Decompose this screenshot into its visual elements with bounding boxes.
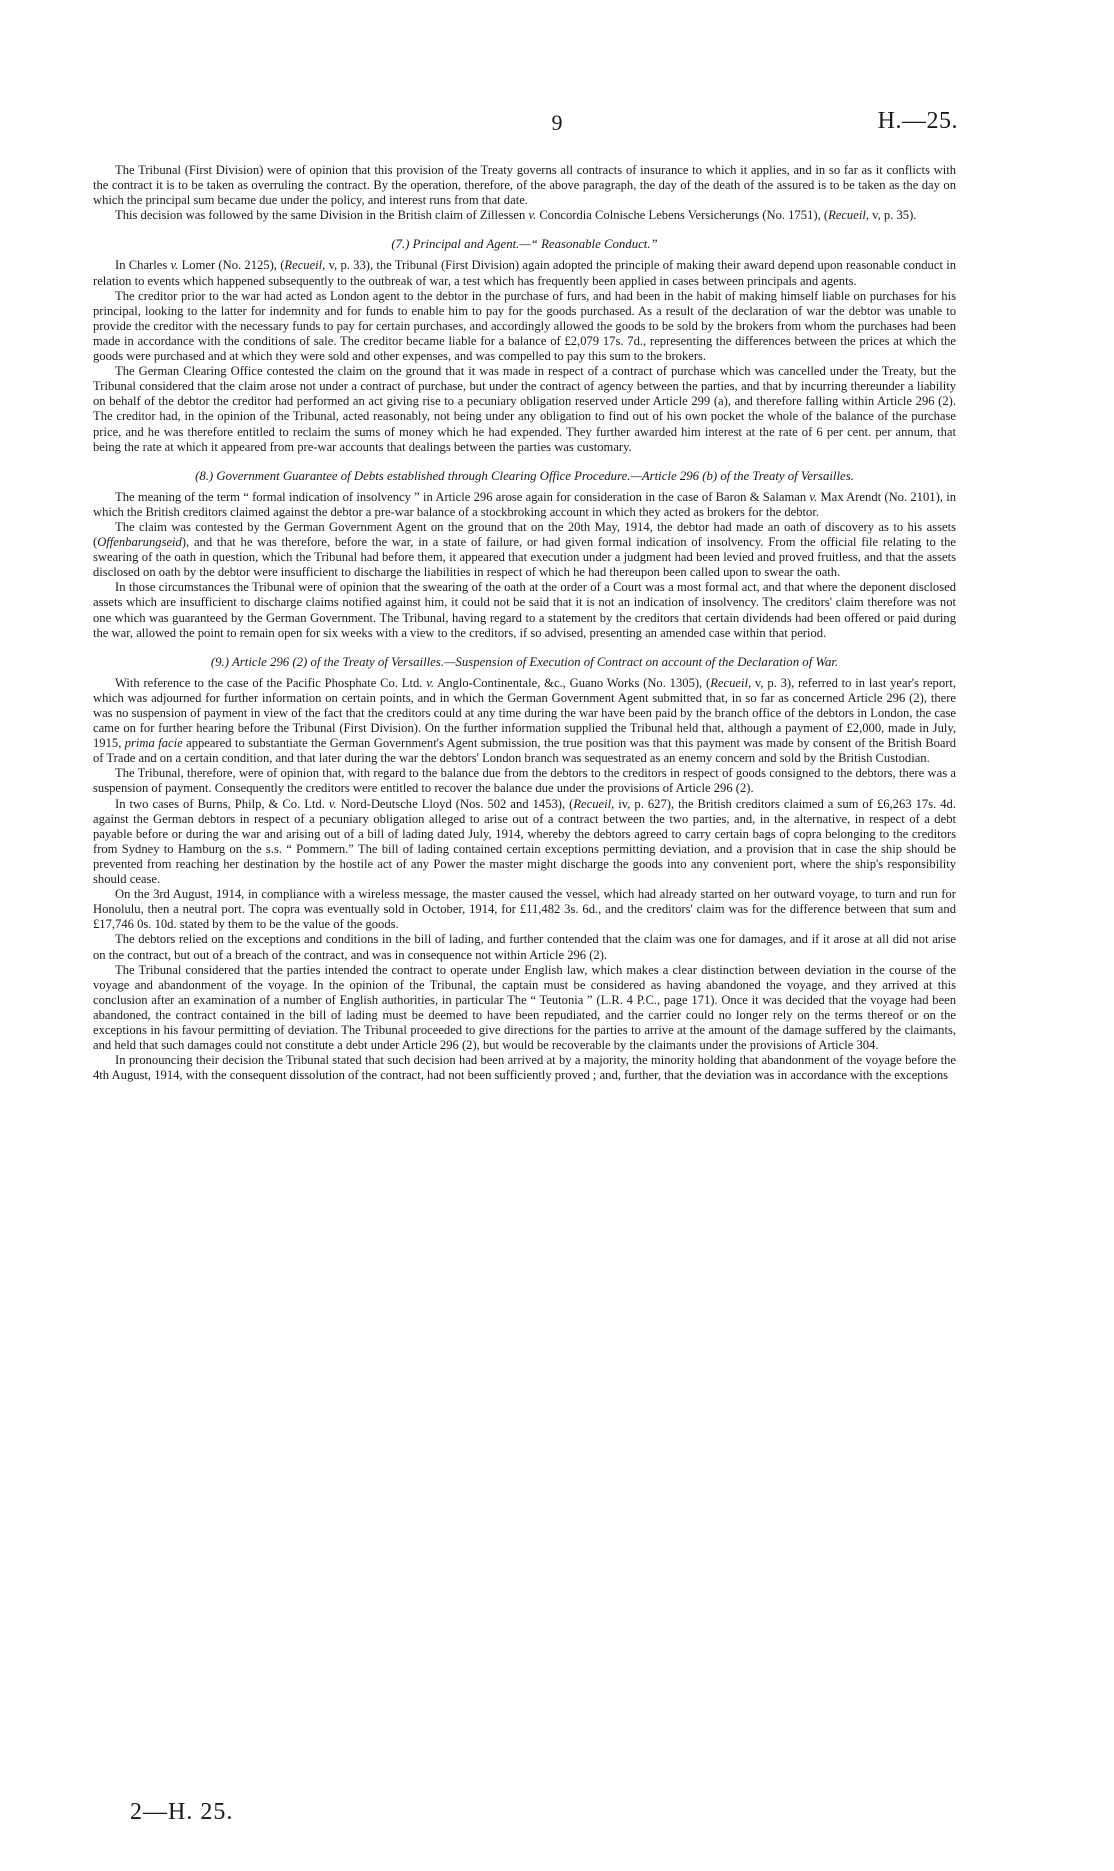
paragraph: In Charles v. Lomer (No. 2125), (Recueil, v, p. 33), the Tribunal (First Division) again adopted the principle of making their award depend upon reasonable conduct in relation to events which happened subsequently to the outbreak of war, a test which has frequently been applied in cases between principals and agents. xyxy=(93,258,956,288)
paragraph: With reference to the case of the Pacific Phosphate Co. Ltd. v. Anglo-Continentale, &c., Guano Works (No. 1305), (Recueil, v, p. 3), referred to in last year's report, which was adjourned for further information on certain points, and in which the German Government Agent submitted that, in so far as concerned Article 296 (2), there was no suspension of payment in view of the fact that the creditors could at any time during the war have been paid by the branch office of the debtors in London, the case came on for further hearing before the Tribunal (First Division). On the further information supplied the Tribunal held that, although a payment of £2,000, made in July, 1915, prima facie appeared to substantiate the German Government's Agent submission, the true position was that this payment was made by consent of the British Board of Trade and on a certain condition, and that later during the war the debtors' London branch was sequestrated as an enemy concern and sold by the British Custodian. xyxy=(93,675,956,766)
paragraph: The debtors relied on the exceptions and conditions in the bill of lading, and further contended that the claim was one for damages, and if it arose at all did not arise on the contract, but out of a breach of the contract, and was in consequence not within Article 296 (2). xyxy=(93,932,956,962)
paragraph: In pronouncing their decision the Tribunal stated that such decision had been arrived at by a majority, the minority holding that abandonment of the voyage before the 4th August, 1914, with the consequent dissolution of the contract, had not been sufficiently proved ; and, further, that the deviation was in accordance with the exceptions xyxy=(93,1053,956,1083)
paragraph: The creditor prior to the war had acted as London agent to the debtor in the purchase of furs, and had been in the habit of making himself liable on purchases for his principal, looking to the latter for indemnity and for funds to enable him to pay for the goods purchased. As a result of the declaration of war the debtor was unable to provide the creditor with the necessary funds to pay for certain purchases, and accordingly allowed the goods to be sold by the brokers from whom the purchases had been made in accordance with the conditions of sale. The creditor became liable for a balance of £2,079 17s. 7d., representing the differences between the prices at which the goods were purchased and at which they were sold and other expenses, and was compelled to pay this sum to the brokers. xyxy=(93,288,956,364)
document-reference: H.—25. xyxy=(877,108,958,134)
section-heading-8: (8.) Government Guarantee of Debts established through Clearing Office Procedure.—Article 296 (b) of the Treaty of Versailles. xyxy=(195,468,854,483)
paragraph: The claim was contested by the German Government Agent on the ground that on the 20th May, 1914, the debtor had made an oath of discovery as to his assets (Offenbarungseid), and that he was therefore, before the war, in a state of failure, or had given formal indication of insolvency. From the official file relating to the swearing of the oath in question, which the Tribunal had before them, it appeared that execution under a judgment had been levied and proved fruitless, and that the assets disclosed on oath by the debtor were insufficient to discharge the liabilities in respect of which he had thereupon been called upon to swear the oath. xyxy=(93,519,956,580)
signature-mark: 2—H. 25. xyxy=(130,1799,234,1825)
paragraph: The meaning of the term “ formal indication of insolvency ” in Article 296 arose again for consideration in the case of Baron & Salaman v. Max Arendt (No. 2101), in which the British creditors claimed against the debtor a pre-war balance of a stockbroking account in which they acted as brokers for the debtor. xyxy=(93,489,956,519)
page-number: 9 xyxy=(551,110,563,135)
section-heading-7: (7.) Principal and Agent.—“ Reasonable Conduct.” xyxy=(391,237,658,252)
paragraph: In two cases of Burns, Philp, & Co. Ltd. v. Nord-Deutsche Lloyd (Nos. 502 and 1453), (Recueil, iv, p. 627), the British creditors claimed a sum of £6,263 17s. 4d. against the German debtors in respect of a pecuniary obligation alleged to arise out of a contract between the two parties, and, in the alternative, in respect of a debt payable before or during the war and arising out of a bill of lading dated July, 1914, whereby the debtors agreed to carry certain bags of copra belonging to the creditors from Sydney to Hamburg on the s.s. “ Pommern.” The bill of lading contained certain exceptions permitting deviation, and a provision that in case the ship should be prevented from reaching her destination by the hostile act of any Power the master might discharge the goods into any convenient port, where the ship's responsibility should cease. xyxy=(93,796,957,887)
paragraph: In those circumstances the Tribunal were of opinion that the swearing of the oath at the order of a Court was a most formal act, and that where the deponent disclosed assets which are insufficient to discharge claims notified against him, it could not be said that it is not an indication of insolvency. The creditors' claim therefore was not one which was guaranteed by the German Government. The Tribunal, having regard to a statement by the creditors that certain dividends had been offered or paid during the war, allowed the point to remain open for six weeks with a view to the creditors, if so advised, presenting an amended case within that period. xyxy=(93,580,956,640)
paragraph: The Tribunal (First Division) were of opinion that this provision of the Treaty governs all contracts of insurance to which it applies, and in so far as it conflicts with the contract it is to be taken as overruling the contract. By the operation, therefore, of the above paragraph, the day of the death of the assured is to be taken as the day on which the principal sum became due under the policy, and interest runs from that date. xyxy=(93,163,956,208)
paragraph: The Tribunal, therefore, were of opinion that, with regard to the balance due from the debtors to the creditors in respect of goods consigned to the debtors, there was a suspension of payment. Consequently the creditors were entitled to recover the balance due under the provisions of Article 296 (2). xyxy=(93,766,956,796)
paragraph: On the 3rd August, 1914, in compliance with a wireless message, the master caused the vessel, which had already started on her outward voyage, to turn and run for Honolulu, then a neutral port. The copra was eventually sold in October, 1914, for £11,482 3s. 6d., and the creditors' claim was for the difference between that sum and £17,746 0s. 10d. stated by them to be the value of the goods. xyxy=(93,887,956,932)
paragraph: The Tribunal considered that the parties intended the contract to operate under English law, which makes a clear distinction between deviation in the course of the voyage and abandonment of the voyage. In the opinion of the Tribunal, the captain must be considered as having abandoned the voyage, and they arrived at this conclusion after an examination of a number of English authorities, in particular The “ Teutonia ” (L.R. 4 P.C., page 171). Once it was decided that the voyage had been abandoned, the contract contained in the bill of lading must be deemed to have been repudiated, and the carrier could no longer rely on the terms thereof or on the exceptions in his favour permitting of deviation. The Tribunal proceeded to give directions for the parties to arrive at the amount of the damage suffered by the claimants, and held that such damages could not constitute a debt under Article 296 (2), but would be recoverable by the claimants under the provisions of Article 304. xyxy=(93,962,956,1053)
paragraph: This decision was followed by the same Division in the British claim of Zillessen v. Concordia Colnische Lebens Versicherungs (No. 1751), (Recueil, v, p. 35). xyxy=(115,208,917,223)
paragraph: The German Clearing Office contested the claim on the ground that it was made in respect of a contract of purchase which was cancelled under the Treaty, but the Tribunal considered that the claim arose not under a contract of purchase, but under the contract of agency between the parties, and that by incurring thereunder a liability on behalf of the debtor the creditor had performed an act giving rise to a pecuniary obligation reserved under Article 299 (a), and therefore falling within Article 296 (2). The creditor had, in the opinion of the Tribunal, acted reasonably, not being under any obligation to find out of his own pocket the whole of the balance of the purchase price, and he was therefore entitled to reclaim the sums of money which he had expended. They further awarded him interest at the rate of 6 per cent. per annum, that being the rate at which it appeared from pre-war accounts that dealings between the parties was customary. xyxy=(93,364,956,454)
body-text xyxy=(93,163,956,1083)
section-heading-9: (9.) Article 296 (2) of the Treaty of Versailles.—Suspension of Execution of Contract on account of the Declaration of War. xyxy=(210,654,839,669)
